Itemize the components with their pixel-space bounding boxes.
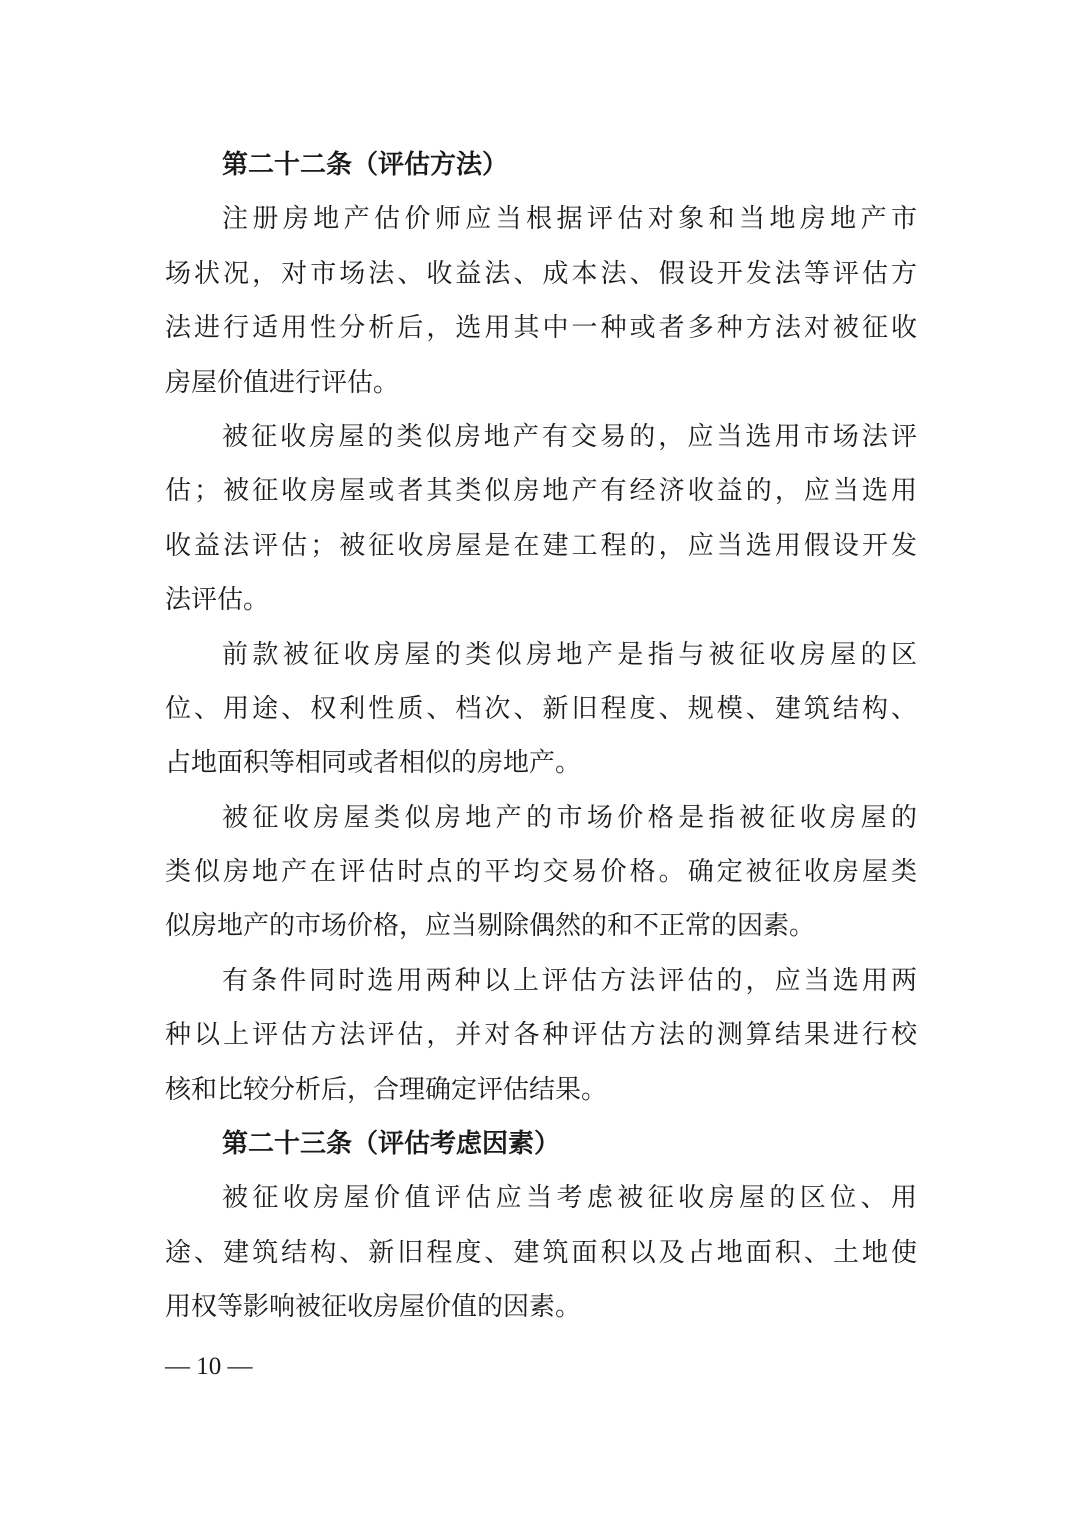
article-22-p1-line-4: 房屋价值进行评估。 [165, 367, 400, 398]
document-page [165, 138, 917, 1335]
page-number: — 10 — [165, 1353, 253, 1380]
article-22-p4-line-1: 被征收房屋类似房地产的市场价格是指被征收房屋的 [222, 802, 917, 833]
article-22-p3-line-3: 占地面积等相同或者相似的房地产。 [165, 748, 582, 779]
article-22-p5-line-2: 种以上评估方法评估，并对各种评估方法的测算结果进行校 [165, 1020, 917, 1051]
article-22-p3-line-2: 位、用途、权利性质、档次、新旧程度、规模、建筑结构、 [165, 693, 917, 724]
article-22-p1-line-3: 法进行适用性分析后，选用其中一种或者多种方法对被征收 [165, 313, 917, 344]
article-22-p2-line-1: 被征收房屋的类似房地产有交易的，应当选用市场法评 [222, 421, 917, 452]
article-22-p2-line-2: 估；被征收房屋或者其类似房地产有经济收益的，应当选用 [165, 476, 917, 507]
article-22-p2-line-4: 法评估。 [165, 585, 270, 616]
article-22-p4-line-2: 类似房地产在评估时点的平均交易价格。确定被征收房屋类 [165, 857, 917, 888]
article-22-p3-line-1: 前款被征收房屋的类似房地产是指与被征收房屋的区 [222, 639, 917, 670]
article-23-heading: 第二十三条（评估考虑因素） [222, 1129, 561, 1160]
article-22-p5-line-3: 核和比较分析后，合理确定评估结果。 [165, 1074, 608, 1105]
article-23-p1-line-1: 被征收房屋价值评估应当考虑被征收房屋的区位、用 [222, 1183, 917, 1214]
article-22-p5-line-1: 有条件同时选用两种以上评估方法评估的，应当选用两 [222, 965, 917, 996]
article-22-p1-line-2: 场状况，对市场法、收益法、成本法、假设开发法等评估方 [165, 258, 917, 289]
article-22-p4-line-3: 似房地产的市场价格，应当剔除偶然的和不正常的因素。 [165, 911, 816, 942]
article-22-p1-line-1: 注册房地产估价师应当根据评估对象和当地房地产市 [222, 204, 917, 235]
article-22-p2-line-3: 收益法评估；被征收房屋是在建工程的，应当选用假设开发 [165, 530, 917, 561]
article-23-p1-line-3: 用权等影响被征收房屋价值的因素。 [165, 1292, 582, 1323]
article-22-heading: 第二十二条（评估方法） [222, 150, 509, 180]
article-23-p1-line-2: 途、建筑结构、新旧程度、建筑面积以及占地面积、土地使 [165, 1237, 917, 1268]
